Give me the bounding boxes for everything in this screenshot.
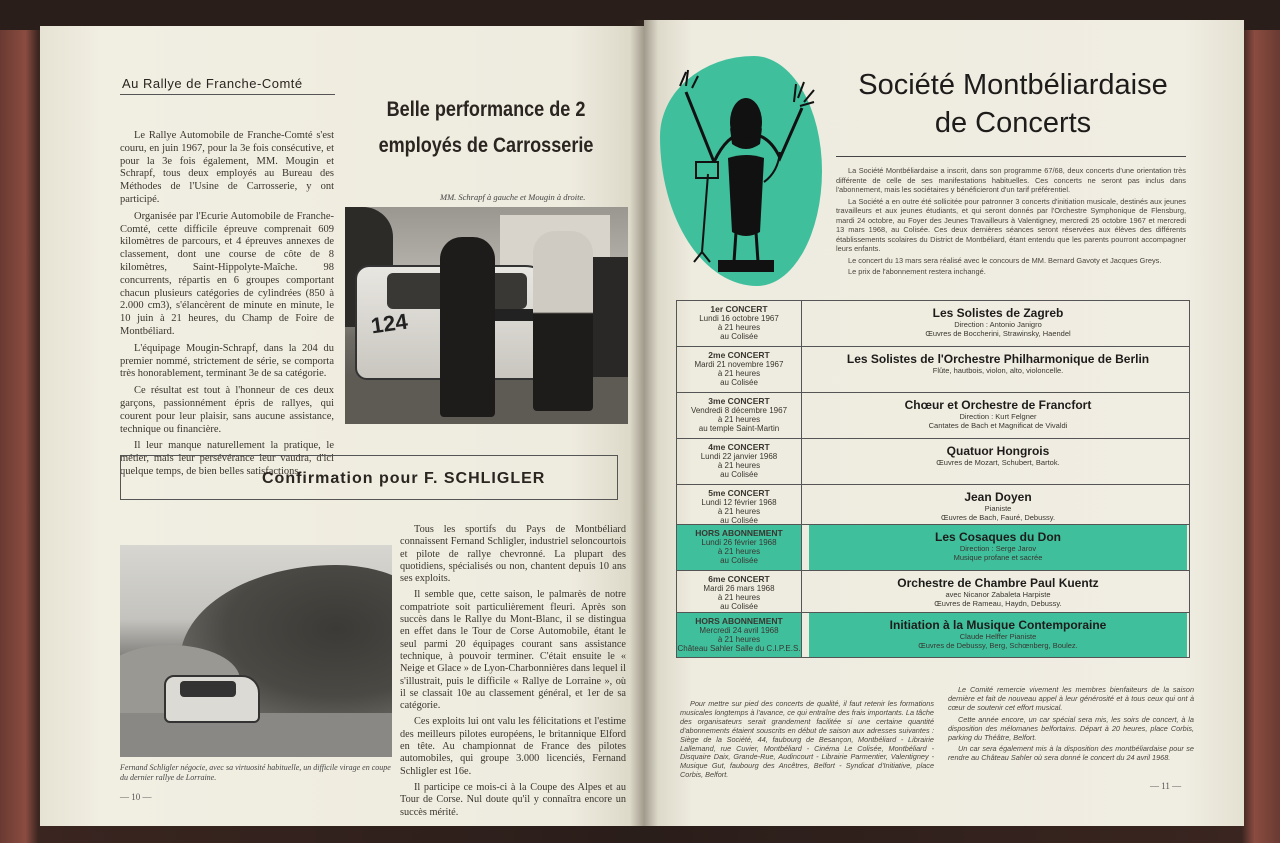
article-paragraph: Le Rallye Automobile de Franche-Comté s'est couru, en juin 1967, pour la 3e fois consécutive, et pour la 3e fois également, MM. Mougin et Schrapf, tous deux employés au Bureau des Méthodes de l'Usine de Carrosserie, y ont participé. [120,130,334,205]
program-sub: Musique profane et sacrée [953,553,1043,562]
program-place: au Colisée [720,516,758,525]
intro-paragraph: Le concert du 13 mars sera réalisé avec le concours de MM. Bernard Gavoty et Jacques Greys. [848,255,1162,265]
committee-paragraph: Le Comité remercie vivement les membres bienfaiteurs de la saison dernière et fait de nouveau appel à leur générosité et à tous ceux qui ont à cœur de soutenir cet effort musical. [948,685,1194,712]
article-paragraph: Il leur manque naturellement la pratique, le métier, mais leur persévérance leur vaudra, d'ici quelque temps, de bien belles satisfactions. [120,440,334,477]
concert-program-table [676,300,1190,658]
program-title: Initiation à la Musique Contemporaine [889,618,1107,632]
program-time: à 21 heures [717,415,761,424]
program-place: au Colisée [720,470,758,479]
program-title: Les Solistes de l'Orchestre Philharmonique de Berlin [846,352,1150,366]
program-row [677,347,1189,393]
program-when [677,393,802,438]
program-time: à 21 heures [717,323,761,332]
program-title: Les Cosaques du Don [934,530,1062,544]
section-kicker: Au Rallye de Franche-Comté [122,76,303,91]
program-time: à 21 heures [717,547,761,556]
program-time: à 21 heures [717,635,761,644]
program-date: Lundi 26 février 1968 [701,538,777,547]
program-label: 2me CONCERT [708,350,770,360]
car-number: 124 [369,308,410,339]
hill-climb-photo [120,545,392,757]
concert-title-line1: Société Montbéliardaise [858,69,1168,101]
program-label: 3me CONCERT [708,396,770,406]
book-gutter [630,20,658,826]
article2-body [400,524,626,823]
committee-paragraph: Un car sera également mis à la disposition des montbéliardaise pour se rendre au Château Sahler où sera donné le concert du 24 avril 1968. [948,744,1194,763]
program-row [677,485,1189,525]
program-place: au Colisée [720,378,758,387]
program-sub: Direction : Serge Jarov [959,544,1037,553]
program-sub: Œuvres de Boccherini, Strawinsky, Haendel [925,329,1071,338]
article2-paragraph: Tous les sportifs du Pays de Montbéliard connaissent Fernand Schligler, industriel seloncourtois et pilote de rallye chevronné. La plupart des quotidiens, spécialisés ou non, chantent depuis 10 ans ses exploits. [400,524,626,585]
program-row-highlight [677,613,1189,657]
program-sub: Cantates de Bach et Magnificat de Vivaldi [928,421,1068,430]
program-what [809,301,1187,346]
program-label: 1er CONCERT [710,304,768,314]
program-title: Jean Doyen [964,490,1032,504]
program-row [677,571,1189,613]
program-time: à 21 heures [717,593,761,602]
concert-intro [836,166,1186,279]
program-sub: Direction : Kurt Felgner [959,412,1037,421]
program-title: Les Solistes de Zagreb [932,306,1064,320]
program-row-highlight [677,525,1189,571]
program-date: Mardi 26 mars 1968 [703,584,775,593]
program-when [677,301,802,346]
article2-paragraph: Il semble que, cette saison, le palmarès de notre compatriote soit particulièrement fleuri. Après son succès dans le Rallye du Mont-Blanc, il se distingua en effet dans le Tour de Corse Automobile, étant le seul parmi 20 équipages courant sans assistance technique, à pouvoir terminer. C'était ensuite le « Neige et Glace » de Lyon-Charbonnières dans lequel il s'illustrait, puis le difficile « Rallye de Lorraine », où il se classait 10e au classement général, et 1er de sa catégorie. [400,589,626,712]
program-date: Vendredi 8 décembre 1967 [690,406,788,415]
program-sub: Pianiste [984,504,1012,513]
program-time: à 21 heures [717,507,761,516]
program-sub: Œuvres de Mozart, Schubert, Bartok. [936,458,1060,467]
article2-paragraph: Il participe ce mois-ci à la Coupe des Alpes et au Tour de Corse. Nul doute qu'il y connaîtra encore un succès mérité. [400,781,626,818]
concert-title-line2: de Concerts [934,107,1092,139]
program-date: Mercredi 24 avril 1968 [699,626,779,635]
page-number-left: — 10 — [120,792,152,802]
conductor-illustration [668,62,818,284]
program-row [677,439,1189,485]
program-when [677,439,802,484]
program-label: HORS ABONNEMENT [695,528,783,538]
program-sub: Œuvres de Debussy, Berg, Schœnberg, Boulez. [918,641,1078,650]
program-sub: Claude Helffer Pianiste [959,632,1037,641]
program-sub: avec Nicanor Zabaleta Harpiste [945,590,1051,599]
program-time: à 21 heures [717,369,761,378]
program-date: Mardi 21 novembre 1967 [694,360,784,369]
article-paragraph: Ce résultat est tout à l'honneur de ces deux garçons, passionnément épris de rallyes, qui courent pour leur plaisir, sans aucune assistance, technique ou financière. [120,385,334,435]
article-body [120,130,334,483]
program-when [677,485,802,524]
article-headline: Belle performance de 2 employés de Carrosserie [378,98,594,157]
intro-paragraph: La Société a en outre été sollicitée pour patronner 3 concerts d'initiation musicale, destinés aux jeunes travailleurs et aux jeunes étudiants, et qui seront donnés par l'Orchestre Symphonique de Flensburg, mardi 24 octobre, au Foyer des Jeunes Travailleurs à Valentigney, mercredi 25 octobre 1967 et mercredi 13 mars 1968, au Colisée. Ces deux dernières séances seront réservées aux élèves des différents établissements scolaires du District de Montbéliard, étant entendu que les parents pourront accompagner leurs enfants. [836,196,1186,253]
subscription-paragraph: Pour mettre sur pied des concerts de qualité, il faut retenir les formations musicales longtemps à l'avance, ce qui entraîne des frais importants. La tâche des organisateurs serait grandement facilitée si une certaine quantité d'abonnements étaient souscrits en début de saison aux adresses suivantes : Siège de la Société, 44, faubourg de Besançon, Montbéliard - Librairie Lallemand, rue Cuvier, Montbéliard - Cinéma Le Colisée, Montbéliard - Disquaire Daix, Grande-Rue, Audincourt - Librairie Parmentier, Valentigney - Musique Gut, faubourg des Ancêtres, Belfort - Syndicat d'Initiative, place Corbis, Belfort. [680,699,934,780]
photo-caption: MM. Schrapf à gauche et Mougin à droite. [440,192,586,202]
program-row [677,393,1189,439]
program-place: au Colisée [720,332,758,341]
kicker-rule [120,94,335,95]
committee-note [948,686,1194,766]
title-rule [836,156,1186,157]
program-when [677,525,802,570]
program-place: Château Sahler Salle du C.I.P.E.S. [677,644,801,653]
program-label: HORS ABONNEMENT [695,616,783,626]
article-paragraph: Organisée par l'Ecurie Automobile de Franche-Comté, cette difficile épreuve comprenait 609 kilomètres de parcours, et 4 épreuves annexes de classement, dont une course de côte de 8 kilomètres, Saint-Hippolyte-Maîche. 98 concurrents, répartis en 6 groupes comportant chacun plusieurs catégories de cylindrées (850 à 2.000 cm3), s'élancèrent de minute en minute, le 10 juin à 21 heures, du Champ de Foire de Montbéliard. [120,210,334,337]
program-date: Lundi 22 janvier 1968 [700,452,778,461]
program-what [809,613,1187,657]
committee-paragraph: Cette année encore, un car spécial sera mis, les soirs de concert, à la disposition des mélomanes belfortains. Départ à 20 heures, place Corbis, parking du Théâtre, Belfort. [948,714,1194,742]
article2-headline: Confirmation pour F. SCHLIGLER [262,470,546,487]
page-number-right: — 11 — [1150,781,1182,791]
program-what [809,485,1187,524]
intro-paragraph: La Société Montbéliardaise a inscrit, dans son programme 67/68, deux concerts d'une orientation très différente de celle de ses manifestations habituelles. Ces concerts ne seront pas inclus dans l'abonnement, mais les sociétaires y bénéficieront d'un tarif préférentiel. [836,166,1186,194]
program-what [809,571,1187,612]
program-place: au temple Saint-Martin [698,424,780,433]
program-sub: Œuvres de Bach, Fauré, Debussy. [940,513,1056,522]
program-title: Quatuor Hongrois [946,444,1050,458]
program-title: Orchestre de Chambre Paul Kuentz [897,576,1099,590]
program-date: Lundi 16 octobre 1967 [699,314,779,323]
rally-photo [345,207,628,424]
concert-title [833,66,1193,142]
program-place: au Colisée [720,556,758,565]
program-label: 4me CONCERT [708,442,770,452]
program-when [677,571,802,612]
program-title: Chœur et Orchestre de Francfort [904,398,1092,412]
photo2-caption: Fernand Schligler négocie, avec sa virtuosité habituelle, un difficile virage en coupe du dernier rallye de Lorraine. [120,763,391,782]
program-date: Lundi 12 février 1968 [701,498,777,507]
program-what [809,347,1187,392]
article2-paragraph: Ces exploits lui ont valu les félicitations et l'estime des meilleurs pilotes européens, le britannique Elford en tête. Au championnat de France des pilotes automobiles, qui groupe 3.000 licenciés, Fernand Schligler est 16e. [400,716,626,777]
program-row [677,301,1189,347]
program-sub: Direction : Antonio Janigro [954,320,1042,329]
program-what [809,393,1187,438]
program-place: au Colisée [720,602,758,611]
program-when [677,613,802,657]
program-what [809,525,1187,570]
program-when [677,347,802,392]
program-time: à 21 heures [717,461,761,470]
article-paragraph: L'équipage Mougin-Schrapf, dans la 204 du premier nommé, strictement de série, se comporta très honorablement, terminant 3e de sa catégorie. [120,342,334,380]
intro-paragraph: Le prix de l'abonnement restera inchangé. [848,267,986,276]
program-what [809,439,1187,484]
program-label: 6me CONCERT [708,574,770,584]
program-sub: Flûte, hautbois, violon, alto, violoncelle. [932,366,1064,375]
program-label: 5me CONCERT [708,488,770,498]
subscription-note [680,700,934,783]
program-sub: Œuvres de Rameau, Haydn, Debussy. [934,599,1062,608]
